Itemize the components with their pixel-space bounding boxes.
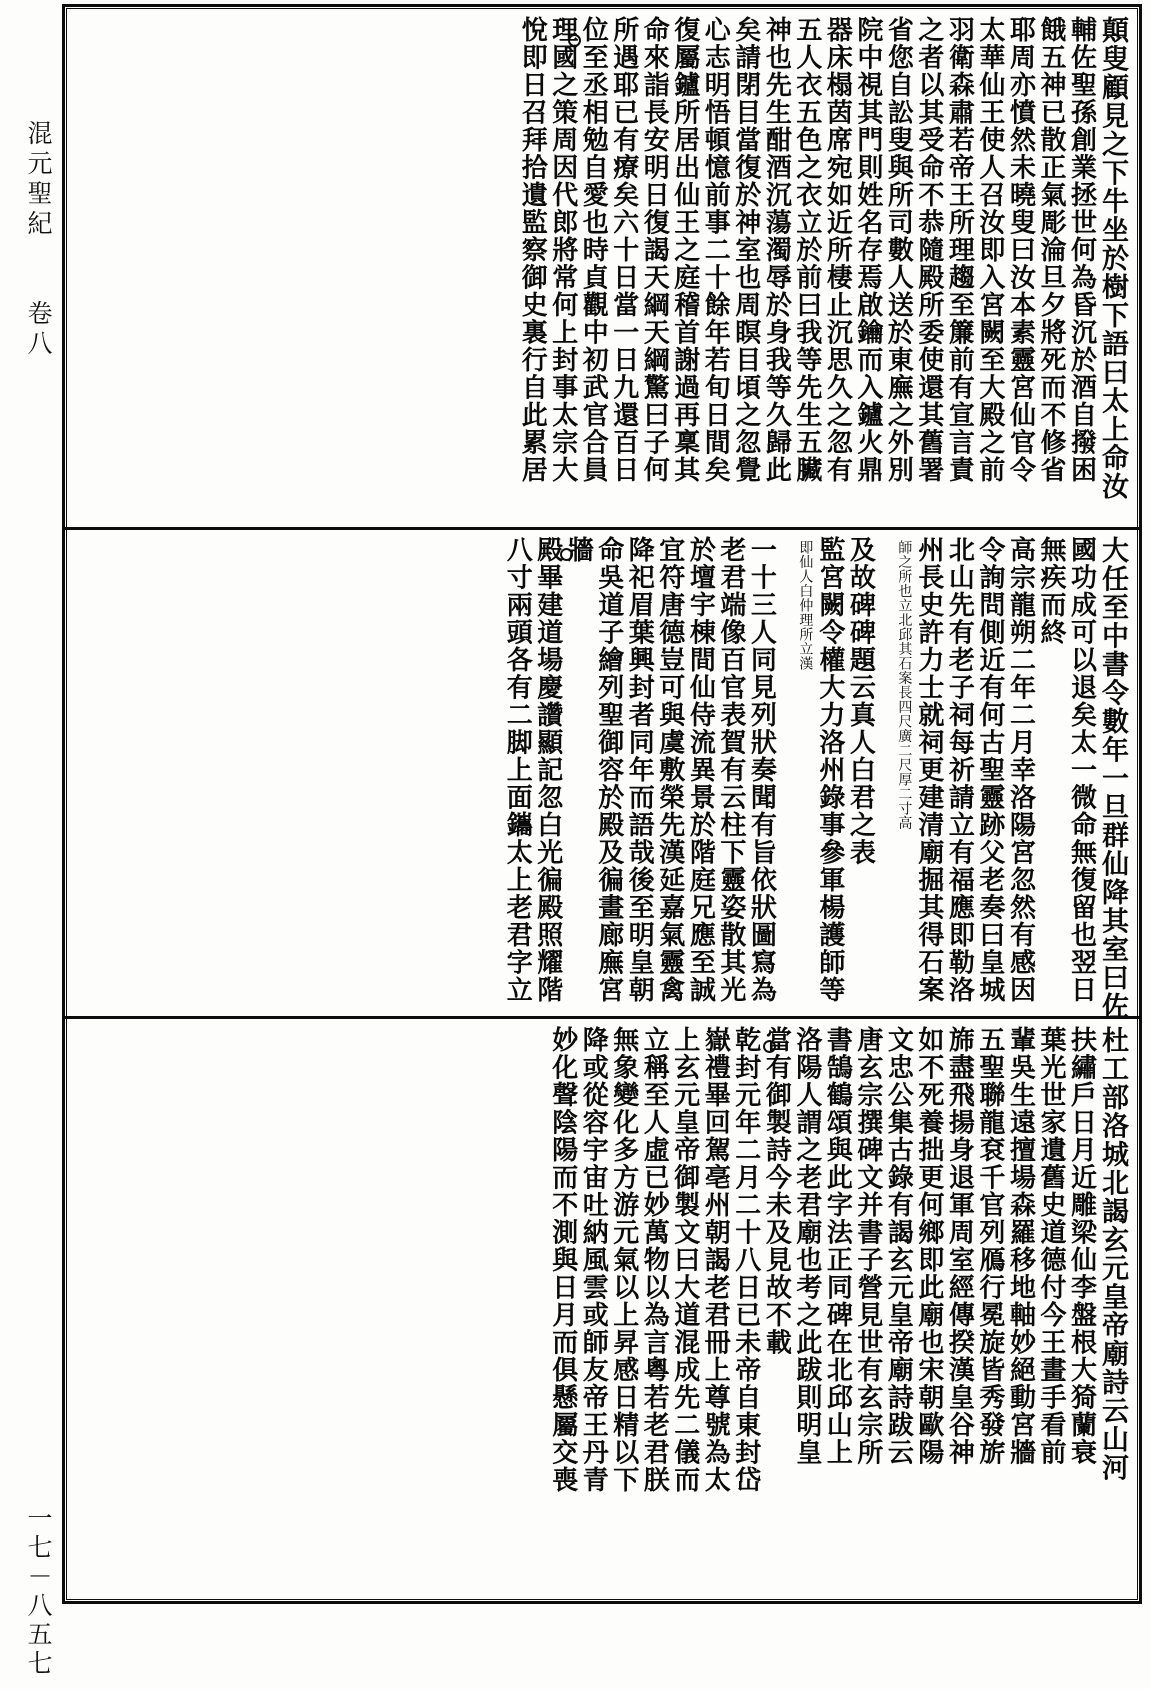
- text-column: 五人衣五色之衣立於前曰我等先生五臟: [791, 16, 822, 484]
- text-column: 顛叟顧見之下牛坐於樹下語曰太上命汝: [1097, 16, 1128, 501]
- text-column: 於壇宇棟間仙侍流異景於階庭兄應至誠: [685, 536, 716, 1004]
- text-column: 命吳道子繪列聖御容於殿及徧畫廊廡宮: [593, 536, 624, 1004]
- text-column: 北山先有老子祠每祈請立有福應即勒洛: [944, 536, 975, 1004]
- interlinear-gloss: 即仙人白仲理所立漢: [797, 540, 814, 671]
- text-column: 上玄元皇帝御製文曰大道混成先二儀而: [669, 1026, 700, 1494]
- text-column: 所遇耶已有療矣六十日當一日九還百日: [608, 16, 639, 484]
- text-column: 悅即日召拜拾遺監察御史裏行自此累居: [517, 16, 548, 484]
- folio-number: 一七－八五七: [24, 1505, 53, 1679]
- text-column: 院中視其門則姓名存焉啟鑰而入鑪火鼎: [852, 16, 883, 484]
- text-column: 牆: [563, 536, 594, 564]
- text-column: 神也先生酣酒沉蕩濁辱於身我等久歸此: [761, 16, 792, 484]
- text-column: 州長史許力士就祠更建清廟掘其得石案: [913, 536, 944, 1004]
- text-column: 洛陽人謂之老君廟也考之此跋則明皇: [791, 1026, 822, 1466]
- text-column: 復屬鑪所居出仙王之庭稽首謝過再稟其: [669, 16, 700, 484]
- text-column: 高宗龍朔二年二月幸洛陽宮忽然有感因: [1005, 536, 1036, 1004]
- text-column: 書鵠鶴頌與此字法正同碑在北邱山上: [822, 1026, 853, 1466]
- text-column: 心志明悟頓憶前事二十餘年若旬日間矣: [700, 16, 731, 484]
- text-column: 餓五神已散正氣彫淪旦夕將死而不修省: [1035, 16, 1066, 484]
- text-column: 當有御製詩今未及見故不載: [761, 1026, 792, 1356]
- text-column: 妙化聲陰陽而不測與日月而俱懸屬交喪: [547, 1026, 578, 1494]
- text-column: 輩吳生遠擅場森羅移地軸妙絕動宮牆: [1005, 1026, 1036, 1466]
- text-column: 老君端像百官表賀有云柱下靈姿散其光: [715, 536, 746, 1004]
- text-column: 文忠公集古錄有謁玄元皇帝廟詩跋云: [883, 1026, 914, 1466]
- spine-volume-label: 卷八: [24, 300, 53, 360]
- text-column: 一十三人同見列狀奏聞有旨依狀圖寫為: [746, 536, 777, 1004]
- text-column: 器床榻茵席宛如近所棲止沉思久之忽有: [822, 16, 853, 484]
- text-column: 監宮闕令權大力洛州錄事參軍楊護師等: [814, 536, 845, 1004]
- text-column: 輔佐聖孫創業拯世何為昏沉於酒自撥困: [1066, 16, 1097, 484]
- text-column: 五聖聯龍袞千官列鴈行冕旋皆秀發旂: [974, 1026, 1005, 1466]
- text-column: 及故碑碑題云真人白君之表: [845, 536, 876, 866]
- text-column: 無疾而終: [1035, 536, 1066, 646]
- text-column: 耶周亦憤然未曉叟曰汝本素靈宮仙官令: [1005, 16, 1036, 484]
- spine-title-text: 混元聖紀: [24, 120, 53, 240]
- text-column: 唐玄宗撰碑文并書子營見世有玄宗所: [852, 1026, 883, 1466]
- interlinear-gloss: 師之所也立北邱其石案長四尺廣二尺厚二寸高: [896, 540, 913, 830]
- text-column: 大任至中書令數年一旦群仙降其室曰佐: [1097, 536, 1128, 1021]
- text-column: 葉光世家遺舊史道德付今王畫手看前: [1035, 1026, 1066, 1466]
- text-column: 省您自訟叟與所司數人送於東廡之外別: [883, 16, 914, 484]
- text-column: 如不死養拙更何鄉即此廟也宋朝歐陽: [913, 1026, 944, 1466]
- text-column: 立稱至人虛已妙萬物以為言粵若老君朕: [639, 1026, 670, 1494]
- register-divider-1: [64, 527, 1140, 530]
- register-divider-2: [64, 1016, 1140, 1019]
- text-column: 太華仙王使人召汝即入宮闕至大殿之前: [974, 16, 1005, 484]
- text-register-top: [78, 16, 1128, 521]
- text-column: 位至丞相勉自愛也時貞觀中初武官合員: [578, 16, 609, 484]
- text-column: 之者以其受命不恭隨殿所委使還其舊署: [913, 16, 944, 484]
- text-column: 矣請閉目當復於神室也周瞑目頃之忽覺: [730, 16, 761, 484]
- text-column: 扶繡戶日月近雕梁仙李盤根大猗蘭衰: [1066, 1026, 1097, 1466]
- spine-title: [6, 120, 54, 360]
- text-column: 命來詣長安明日復謁天綱天綱驚曰子何: [639, 16, 670, 484]
- text-column: 降祀眉葉興封者同年而語哉後至明皇朝: [624, 536, 655, 1004]
- text-column: 殿畢建道場慶讚顯記忽白光徧殿照耀階: [532, 536, 563, 1004]
- text-register-bottom: [78, 1026, 1128, 1591]
- text-column: 宜符唐德豈可與虞敷榮先漢延嘉氣靈禽: [654, 536, 685, 1004]
- text-column: 無象變化多方游元氣以上昇感日精以下: [608, 1026, 639, 1494]
- text-column: 理國之策周因代郎將常何上封事太宗大: [547, 16, 578, 484]
- text-column: 羽衛森肅若帝王所理趨至簾前有宣言責: [944, 16, 975, 484]
- text-column: 乾封元年二月二十八日已未帝自東封岱: [730, 1026, 761, 1494]
- text-column: 國功成可以退矣太一微命無復留也翌日: [1066, 536, 1097, 1004]
- text-column: 八寸兩頭各有二脚上面鑴太上老君字立: [502, 536, 533, 1004]
- text-column: 令詢問側近有何古聖靈跡父老奏曰皇城: [974, 536, 1005, 1004]
- text-register-middle: [78, 536, 1128, 1021]
- text-column: 嶽禮畢回駕亳州朝謁老君冊上尊號為太: [700, 1026, 731, 1494]
- text-column: 旆盡飛揚身退軍周室經傳揆漢皇谷神: [944, 1026, 975, 1466]
- text-column: 降或從容宇宙吐納風雲或師友帝王丹青: [578, 1026, 609, 1494]
- text-column: 杜工部洛城北謁玄元皇帝廟詩云山河: [1097, 1026, 1128, 1482]
